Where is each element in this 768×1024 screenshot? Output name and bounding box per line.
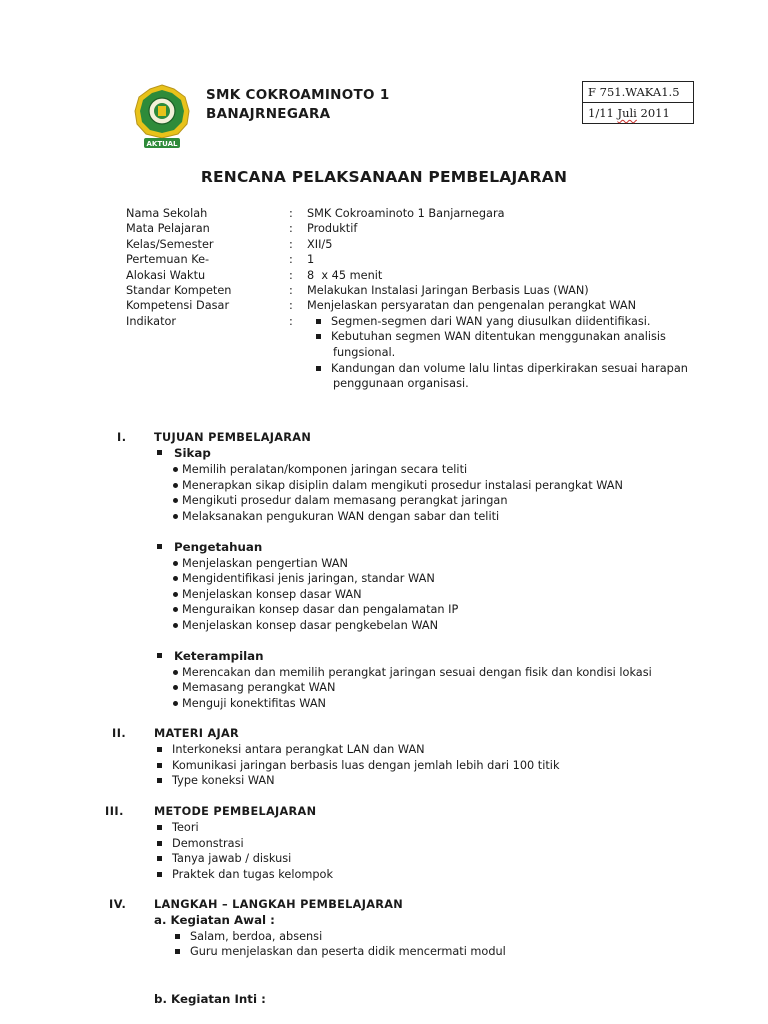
list-item: Type koneksi WAN <box>157 773 275 788</box>
round-bullet-icon <box>173 498 178 503</box>
identity-label: Pertemuan Ke- <box>126 253 210 266</box>
list-item: Teori <box>157 820 199 835</box>
list-item: Menjelaskan konsep dasar WAN <box>173 587 362 602</box>
round-bullet-icon <box>173 483 178 488</box>
list-item: Tanya jawab / diskusi <box>157 851 291 866</box>
list-item: Menjelaskan konsep dasar pengkebelan WAN <box>173 618 438 633</box>
square-bullet-icon <box>175 934 180 939</box>
round-bullet-icon <box>173 514 178 519</box>
identity-value: Produktif <box>307 222 358 235</box>
form-date <box>583 102 693 123</box>
round-bullet-icon <box>173 592 178 597</box>
square-bullet-icon <box>157 856 162 861</box>
identity-label: Nama Sekolah <box>126 207 208 220</box>
identity-label: Mata Pelajaran <box>126 222 210 235</box>
identity-label: Indikator <box>126 315 177 328</box>
square-bullet-icon <box>316 319 321 324</box>
section-title: TUJUAN PEMBELAJARAN <box>154 431 312 444</box>
list-item: Menerapkan sikap disiplin dalam mengikuti prosedur instalasi perangkat WAN <box>173 478 623 493</box>
square-bullet-icon <box>316 366 321 371</box>
form-date-day: 1/11 <box>588 106 618 120</box>
section-title: LANGKAH – LANGKAH PEMBELAJARAN <box>154 898 404 911</box>
form-code-box <box>582 81 694 124</box>
indikator-item-continuation: penggunaan organisasi. <box>333 377 469 390</box>
list-item: Interkoneksi antara perangkat LAN dan WAN <box>157 742 425 757</box>
identity-colon: : <box>289 269 293 282</box>
form-code: F 751.WAKA1.5 <box>588 85 680 99</box>
list-item: Salam, berdoa, absensi <box>175 929 322 944</box>
subsection-title: Sikap <box>157 446 211 460</box>
list-item: Demonstrasi <box>157 836 244 851</box>
square-bullet-icon <box>157 872 162 877</box>
logo-label: AKTUAL <box>146 140 178 148</box>
section-title: METODE PEMBELAJARAN <box>154 805 317 818</box>
round-bullet-icon <box>173 701 178 706</box>
square-bullet-icon <box>175 949 180 954</box>
identity-colon: : <box>289 284 293 297</box>
document-title: RENCANA PELAKSANAAN PEMBELAJARAN <box>200 168 568 186</box>
list-item: Menguraikan konsep dasar dan pengalamatan IP <box>173 602 458 617</box>
round-bullet-icon <box>173 467 178 472</box>
section-number: III. <box>105 805 124 818</box>
subsection-title: Keterampilan <box>157 649 264 663</box>
list-item: Menguji konektifitas WAN <box>173 696 326 711</box>
list-item: Praktek dan tugas kelompok <box>157 867 333 882</box>
section-number: II. <box>112 727 127 740</box>
indikator-item: Kebutuhan segmen WAN ditentukan menggunakan analisis <box>316 329 666 345</box>
list-item: Memasang perangkat WAN <box>173 680 335 695</box>
square-bullet-icon <box>157 653 162 658</box>
identity-colon: : <box>289 299 293 312</box>
square-bullet-icon <box>157 778 162 783</box>
identity-colon: : <box>289 207 293 220</box>
identity-label: Kompetensi Dasar <box>126 299 230 312</box>
subsection-title: a. Kegiatan Awal : <box>154 913 275 927</box>
section-number: I. <box>117 431 127 444</box>
identity-label: Alokasi Waktu <box>126 269 206 282</box>
square-bullet-icon <box>157 544 162 549</box>
square-bullet-icon <box>157 763 162 768</box>
subsection-title: b. Kegiatan Inti : <box>154 992 266 1006</box>
list-item: Melaksanakan pengukuran WAN dengan sabar dan teliti <box>173 509 499 524</box>
list-item: Komunikasi jaringan berbasis luas dengan jemlah lebih dari 100 titik <box>157 758 560 773</box>
identity-colon: : <box>289 238 293 251</box>
round-bullet-icon <box>173 670 178 675</box>
square-bullet-icon <box>157 841 162 846</box>
identity-colon: : <box>289 222 293 235</box>
section-number: IV. <box>109 898 127 911</box>
square-bullet-icon <box>316 334 321 339</box>
round-bullet-icon <box>173 623 178 628</box>
round-bullet-icon <box>173 561 178 566</box>
identity-label: Standar Kompeten <box>126 284 232 297</box>
identity-colon: : <box>289 253 293 266</box>
school-name-line2: BANAJRNEGARA <box>206 106 331 122</box>
round-bullet-icon <box>173 607 178 612</box>
school-name <box>206 86 390 124</box>
square-bullet-icon <box>157 747 162 752</box>
identity-colon: : <box>289 315 293 328</box>
list-item: Merencakan dan memilih perangkat jaringan sesuai dengan fisik dan kondisi lokasi <box>173 665 652 680</box>
identity-value: Menjelaskan persyaratan dan pengenalan perangkat WAN <box>307 299 637 312</box>
identity-label: Kelas/Semester <box>126 238 214 251</box>
form-date-month: Juli <box>617 106 637 120</box>
school-name-line1: SMK COKROAMINOTO 1 <box>206 87 390 103</box>
identity-value: Melakukan Instalasi Jaringan Berbasis Luas (WAN) <box>307 284 589 297</box>
list-item: Menjelaskan pengertian WAN <box>173 556 348 571</box>
list-item: Mengidentifikasi jenis jaringan, standar WAN <box>173 571 435 586</box>
section-title: MATERI AJAR <box>154 727 240 740</box>
list-item: Mengikuti prosedur dalam memasang perangkat jaringan <box>173 493 508 508</box>
indikator-item: Segmen-segmen dari WAN yang diusulkan diidentifikasi. <box>316 314 650 330</box>
round-bullet-icon <box>173 576 178 581</box>
identity-value: 8 x 45 menit <box>307 269 383 282</box>
subsection-title: Pengetahuan <box>157 540 262 554</box>
list-item: Guru menjelaskan dan peserta didik mencermati modul <box>175 944 506 959</box>
identity-value: XII/5 <box>307 238 333 251</box>
indikator-item: Kandungan dan volume lalu lintas diperkirakan sesuai harapan <box>316 361 688 377</box>
form-date-year: 2011 <box>636 106 670 120</box>
list-item: Memilih peralatan/komponen jaringan secara teliti <box>173 462 467 477</box>
indikator-item-continuation: fungsional. <box>333 346 396 359</box>
square-bullet-icon <box>157 825 162 830</box>
school-logo <box>134 84 190 150</box>
round-bullet-icon <box>173 685 178 690</box>
square-bullet-icon <box>157 450 162 455</box>
identity-value: SMK Cokroaminoto 1 Banjarnegara <box>307 207 505 220</box>
identity-value: 1 <box>307 253 315 266</box>
